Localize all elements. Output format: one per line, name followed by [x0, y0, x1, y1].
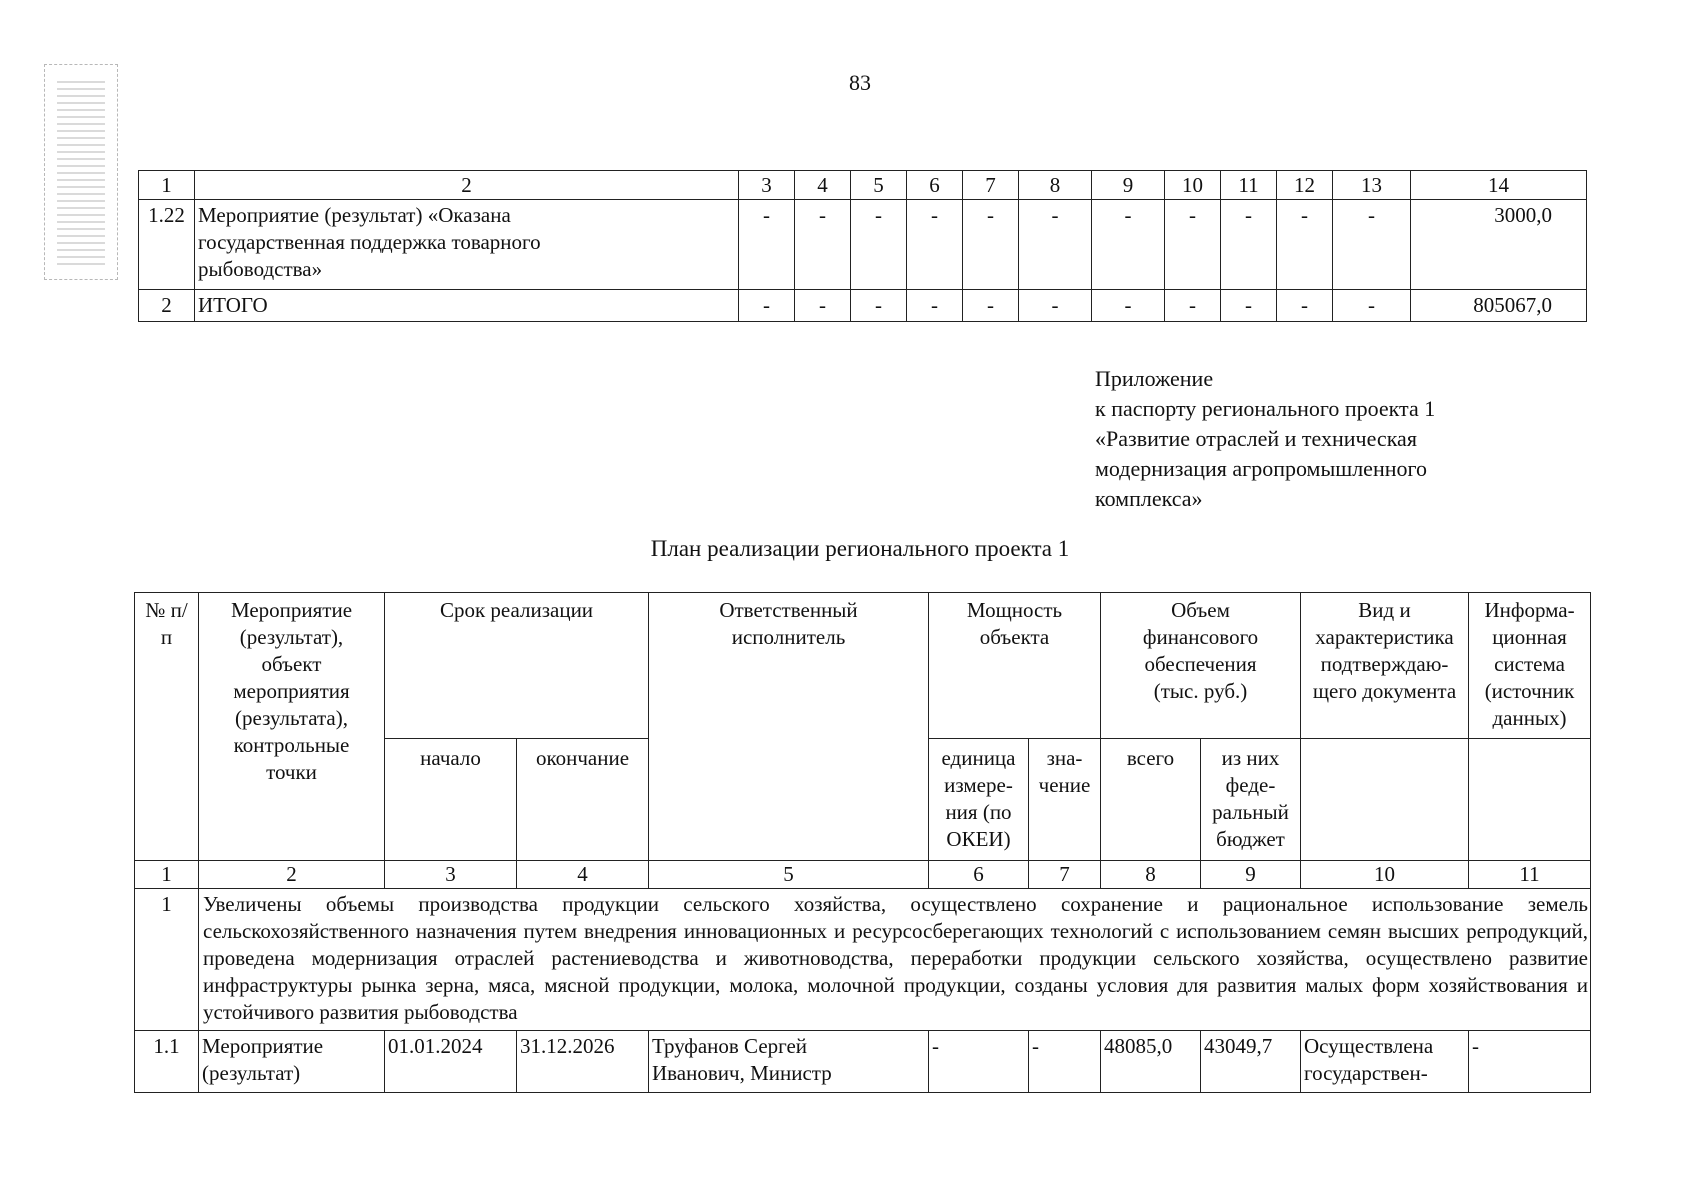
column-number-row: 1 2 3 4 5 6 7 8 9 10 11	[135, 861, 1591, 889]
column-number-row: 1 2 3 4 5 6 7 8 9 10 11 12 13 14	[139, 171, 1587, 200]
table-row: 1.22 Мероприятие (результат) «Оказана государственная поддержка товарного рыбоводства» - - - - - - - - - - - 3000,0	[139, 200, 1587, 290]
header-num: № п/п	[135, 593, 199, 861]
header-value: зна-чение	[1029, 739, 1101, 861]
page-number: 83	[849, 70, 871, 95]
appendix-note: Приложение к паспорту регионального проекта 1 «Развитие отраслей и техническая модернизация агропромышленного комплекса»	[1095, 366, 1436, 511]
header-unit: единица измере-ния (по ОКЕИ)	[929, 739, 1029, 861]
section-text: Увеличены объемы производства продукции сельского хозяйства, осуществлено сохранение и рациональное использование земель сельскохозяйственного назначения путем внедрения инновационных и ресурсосберегающих технологий с использованием семян высших репродукций, проведена модернизация отраслей растениеводства и животноводства, переработки продукции сельского хозяйства, осуществлено развитие инфраструктуры рынка зерна, мяса, мясной продукции, молока, молочной продукции, созданы условия для развития малых форм хозяйствования и устойчивого развития рыбоводства	[199, 889, 1591, 1031]
header-federal: из них феде-ральный бюджет	[1201, 739, 1301, 861]
side-stamp	[44, 64, 118, 280]
header-info-system: Информа-ционная система (источник данных)	[1469, 593, 1591, 739]
header-row	[135, 593, 1591, 739]
header-period: Срок реализации	[385, 593, 649, 739]
table-row: 2 ИТОГО - - - - - - - - - - - 805067,0	[139, 290, 1587, 322]
header-total: всего	[1101, 739, 1201, 861]
header-document: Вид и характеристика подтверждаю-щего документа	[1301, 593, 1469, 739]
section-row: 1 Увеличены объемы производства продукции сельского хозяйства, осуществлено сохранение и рациональное использование земель сельскохозяйственного назначения путем внедрения инновационных и ресурсосберегающих технологий с использованием семян высших репродукций, проведена модернизация отраслей растениеводства и животноводства, переработки продукции сельского хозяйства, осуществлено развитие инфраструктуры рынка зерна, мяса, мясной продукции, молока, молочной продукции, созданы условия для развития малых форм хозяйствования и устойчивого развития рыбоводства	[135, 889, 1591, 1031]
header-start: начало	[385, 739, 517, 861]
header-finance: Объем финансового обеспечения (тыс. руб.)	[1101, 593, 1301, 739]
header-capacity: Мощность объекта	[929, 593, 1101, 739]
table-row: 1.1 Мероприятие (результат) 01.01.2024 31.12.2026 Труфанов Сергей Иванович, Министр - - 48085,0 43049,7 Осуществлена государствен- -	[135, 1031, 1591, 1093]
plan-title: План реализации регионального проекта 1	[650, 536, 1070, 561]
results-table	[138, 170, 1587, 322]
header-end: окончание	[517, 739, 649, 861]
plan-table	[134, 592, 1591, 1093]
header-event: Мероприятие (результат), объект мероприятия (результата), контрольные точки	[199, 593, 385, 861]
header-executor: Ответственный исполнитель	[649, 593, 929, 861]
